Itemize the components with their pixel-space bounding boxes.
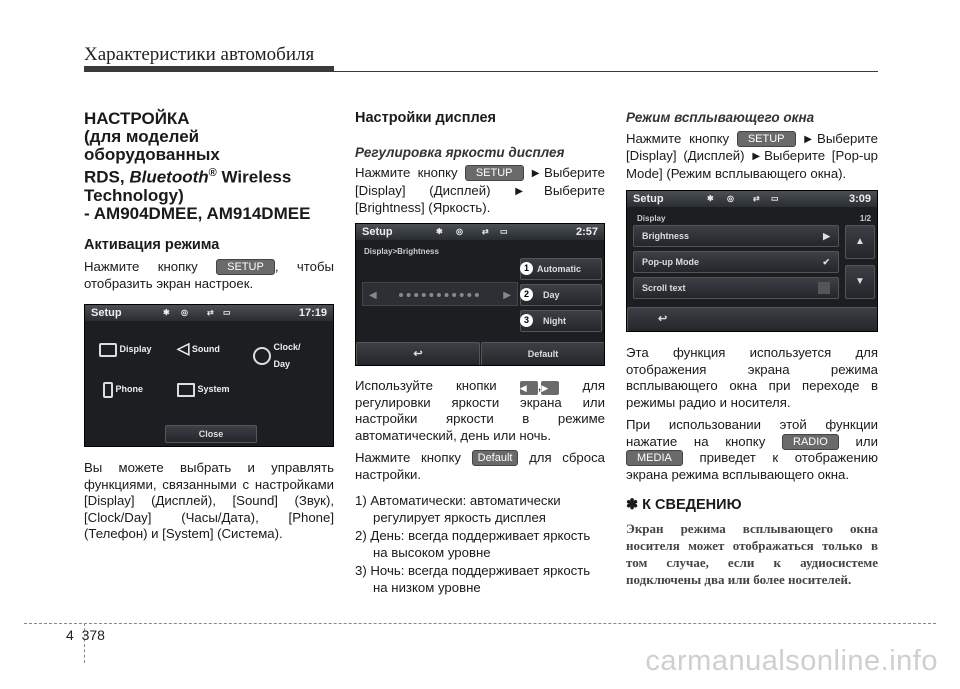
option-label: Automatic [537,263,582,274]
paragraph-brightness [355,165,605,217]
radio-key-badge: RADIO [782,434,839,450]
link-icon: ▭ [771,194,779,203]
media-key-badge: MEDIA [626,450,683,466]
subheading-popup: Режим всплывающего окна [626,110,815,125]
menu-label: Display [119,344,152,355]
text: приведет к отображению экрана режима всплывающего окна. [626,450,878,482]
arrow-right-icon: ▶ [752,151,764,162]
subheading-activation: Активация режима [84,236,220,253]
menu-system [177,381,230,398]
default-label: Default [527,348,559,359]
brightness-screen-image [355,223,605,366]
link-icon: ▭ [500,226,508,236]
text: Нажмите кнопку [84,259,198,275]
close-button [165,425,257,443]
column-1 [84,110,334,549]
setup-key-badge: SETUP [465,165,524,181]
text: Выберите [Brightness] (Яркость). [355,182,605,215]
disc-icon: ◎ [727,194,734,203]
usb-icon: ⇄ [482,226,489,236]
watermark: carmanualsonline.info [645,645,938,677]
note-body: Экран режима всплывающего окна носителя может отображаться только в том случае, если к аудиосистеме подключены два или более носителей. [626,520,878,587]
screen-time: 3:09 [848,193,871,205]
check-icon: ✔ [822,257,830,267]
left-arrow-key-icon: ◀ [520,381,538,395]
back-arrow-icon: ↩ [658,313,668,325]
screen-status-bar [627,191,877,207]
title-reg: ® [208,167,217,179]
setup-key-badge: SETUP [216,259,275,275]
text: Выберите [Display] (Дисплей) [355,165,605,198]
arrow-right-icon: ▶ [531,168,544,179]
text: Нажмите кнопку [355,165,458,180]
clock-icon [253,347,271,365]
text: Используйте кнопки [355,377,497,393]
right-arrow-key-icon: ▶ [541,381,559,395]
header-rule [84,71,878,72]
title-bluetooth: Bluetooth [129,167,209,187]
brightness-row [633,225,839,247]
back-button [356,342,480,366]
menu-phone [103,381,143,398]
paragraph-use-buttons: Используйте кнопки ◀ ,▶ для регулировки яркости экрана или настройки яркости в режиме автоматический, день или ночь. [355,377,605,443]
phone-icon [103,382,113,398]
list-item: 3) Ночь: всегда поддерживает яркость на низком уровне [355,563,591,595]
text: или [855,433,878,449]
folder-icon [177,383,195,397]
paragraph-radio-media [626,417,878,483]
brightness-slider [362,282,518,306]
row-label: Pop-up Mode [642,257,699,267]
play-icon: ▶ [823,231,830,241]
paragraph-default [355,450,605,483]
default-button [481,342,605,366]
title-line: Technology) [84,185,184,205]
title-line: (для моделей оборудованных [84,127,220,164]
menu-label: Clock/ Day [273,342,301,369]
menu-display [99,341,152,358]
arrow-down-icon: ▼ [855,276,865,287]
callout-2: 2 [520,288,533,301]
chapter-number: 4 [66,627,74,643]
text: для сброса настройки. [355,450,605,482]
title-rds: RDS, [84,167,130,187]
text: Нажмите кнопку [626,130,730,146]
title-line [84,164,334,187]
screen-breadcrumb: Display>Brightness [364,246,439,256]
arrow-right-icon: ▶ [804,133,817,145]
column-3 [626,110,878,588]
screen-title: Setup [633,193,664,205]
menu-label: Sound [191,344,220,355]
text: , чтобы отобразить экран настроек. [84,259,334,291]
text: для регулировки яркости экрана или настройки яркости в режиме автоматический, день или ночь. [355,377,605,443]
speaker-icon: ◁ [177,340,190,358]
screen-time: 2:57 [575,225,598,238]
back-arrow-icon: ↩ [413,347,423,360]
setup-screen-image [84,304,334,447]
screen-breadcrumb: Display [637,214,666,223]
section-title [84,110,334,223]
scroll-down-button [845,265,875,299]
text: При использовании этой функции нажатие на кнопку [626,417,878,449]
section-title-display: Настройки дисплея [355,110,497,126]
bluetooth-icon: ✱ [707,194,714,203]
chevron-left-icon: ◀ [369,289,377,301]
row-label: Scroll text [642,283,686,293]
slider-track [399,293,479,297]
note-title: ✽ К СВЕДЕНИЮ [626,497,742,513]
scroll-text-row [633,277,839,299]
list-item: 2) День: всегда поддерживает яркость на высоком уровне [355,528,591,560]
text: Выберите [Display] (Дисплей) [626,130,878,163]
screen-page: 1/2 [859,214,871,223]
bluetooth-icon: ✱ [163,308,170,318]
footer-rule [24,623,936,624]
popup-mode-row [633,251,839,273]
setup-key-badge: SETUP [737,131,796,147]
screen-title: Setup [362,225,393,238]
paragraph-functions: Вы можете выбрать и управлять функциями, связанными с настройками [Display] (Дисплей), [Sound] (Звук), [Clock/Day] (Часы/Дата), [Phone] (Телефон) и [System] (Система). [84,460,334,542]
usb-icon: ⇄ [753,194,760,203]
close-label: Close [198,429,224,440]
subheading-brightness: Регулировка яркости дисплея [355,144,565,160]
arrow-up-icon: ▲ [855,236,865,247]
text: Нажмите кнопку [355,450,461,465]
title-line: - AM904DMEE, AM914DMEE [84,203,311,223]
paragraph-activation [84,259,334,292]
screen-status-bar [356,224,604,240]
option-label: Day [543,289,560,300]
screen-time: 17:19 [298,307,327,320]
text: Выберите [Pop-up Mode] (Режим всплывающего окна). [626,148,878,181]
column-2 [355,110,605,598]
screen-title: Setup [91,307,122,320]
disc-icon: ◎ [181,308,188,318]
screen-status-bar [85,305,333,321]
page-number [66,627,105,643]
page-header-title: Характеристики автомобиля [84,44,315,65]
page-number-value: 378 [81,627,105,643]
paragraph-function: Эта функция используется для отображения экрана режима всплывающего окна при переходе в режимы радио и носителя. [626,345,878,410]
bluetooth-icon: ✱ [436,226,443,236]
row-label: Brightness [642,231,690,241]
title-wireless: Wireless [216,167,292,187]
back-button [627,307,878,332]
menu-label: System [197,384,230,395]
option-label: Night [543,315,566,326]
default-key-badge: Default [472,450,519,466]
display-icon [99,343,117,357]
usb-icon: ⇄ [207,308,214,318]
disc-icon: ◎ [456,226,463,236]
menu-sound [177,341,220,358]
arrow-right-icon: ▶ [515,185,544,197]
link-icon: ▭ [223,308,231,318]
menu-label: Phone [115,384,144,395]
list-item: 1) Автоматически: автоматически регулирует яркость дисплея [355,493,561,525]
title-line: НАСТРОЙКА [84,109,190,128]
callout-1: 1 [520,262,533,275]
callout-3: 3 [520,314,533,327]
popup-screen-image [626,190,878,332]
scroll-up-button [845,225,875,259]
chevron-right-icon: ▶ [503,289,511,301]
brightness-modes-list [355,493,605,596]
menu-clock [253,339,333,372]
checkbox-icon [818,282,830,294]
paragraph-popup [626,131,878,183]
